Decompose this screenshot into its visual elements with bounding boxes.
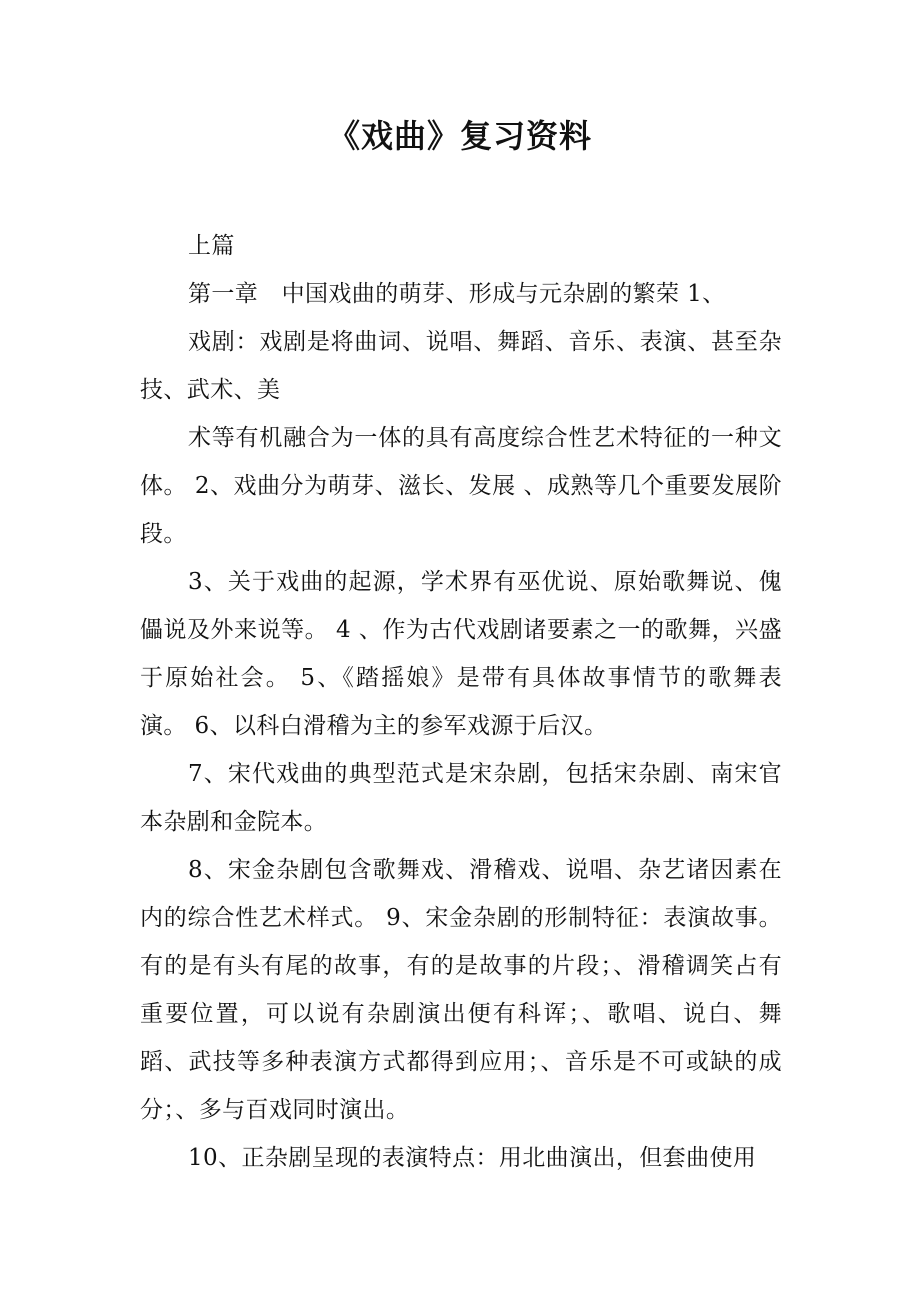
paragraph-4: 7、宋代戏曲的典型范式是宋杂剧，包括宋杂剧、南宋官本杂剧和金院本。 xyxy=(140,761,782,835)
paragraph-1: 戏剧：戏剧是将曲词、说唱、舞蹈、音乐、表演、甚至杂技、武术、美 xyxy=(140,329,782,403)
chapter-heading: 第一章 中国戏曲的萌芽、形成与元杂剧的繁荣 1、 xyxy=(188,281,726,307)
document-body xyxy=(140,222,782,1182)
section-heading: 上篇 xyxy=(188,233,235,259)
paragraph-5: 8、宋金杂剧包含歌舞戏、滑稽戏、说唱、杂艺诸因素在内的综合性艺术样式。 9、宋金杂剧的形制特征：表演故事。有的是有头有尾的故事，有的是故事的片段；、滑稽调笑占有重要位置，可以说有杂剧演出便有科诨；、歌唱、说白、舞蹈、武技等多种表演方式都得到应用；、音乐是不可或缺的成分；、多与百戏同时演出。 xyxy=(140,857,782,1123)
paragraph-2: 术等有机融合为一体的具有高度综合性艺术特征的一种文体。 2、戏曲分为萌芽、滋长、发展 、成熟等几个重要发展阶段。 xyxy=(140,425,782,547)
paragraph-3: 3、关于戏曲的起源，学术界有巫优说、原始歌舞说、傀儡说及外来说等。 4 、作为古代戏剧诸要素之一的歌舞，兴盛于原始社会。 5、《踏摇娘》是带有具体故事情节的歌舞表演。 6、以科白滑稽为主的参军戏源于后汉。 xyxy=(140,569,782,739)
paragraph-6: 10、正杂剧呈现的表演特点：用北曲演出，但套曲使用 xyxy=(188,1145,757,1171)
document-title: 《戏曲》复习资料 xyxy=(327,117,592,155)
